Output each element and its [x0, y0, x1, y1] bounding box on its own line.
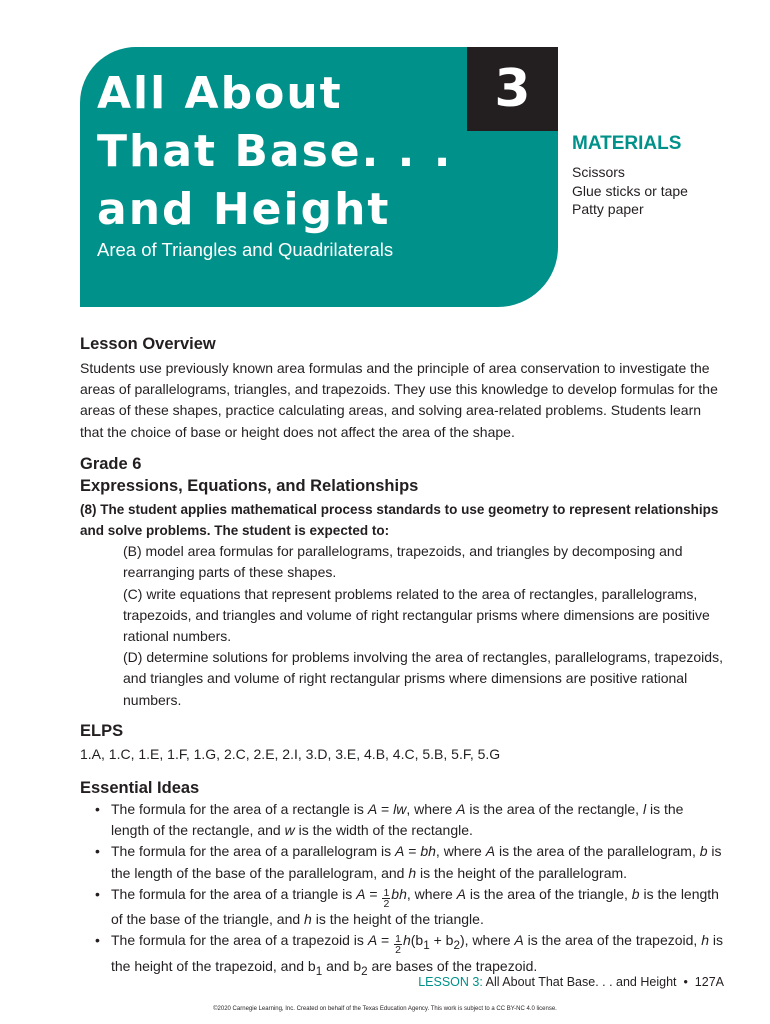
standard-item: (B) model area formulas for parallelograms, trapezoids, and triangles by decomposing and rearranging parts of these shapes. — [123, 543, 683, 581]
lesson-title-line-2: That Base. . . — [97, 126, 453, 177]
essential-ideas-section — [80, 777, 725, 982]
essential-ideas-list — [80, 799, 725, 982]
essential-idea-parallelogram: • The formula for the area of a parallelogram is A = bh, where A is the area of the parallelogram, b is the length of the base of the parallelogram, and h is the height of the parallelogram. — [95, 843, 722, 881]
essential-idea-triangle: • The formula for the area of a triangle is A = $\frac{1}{2}$ bh, where A is the area of the triangle, b is the length of the base of the triangle, and h is the height of the triangle. — [95, 885, 719, 927]
strand-heading: Expressions, Equations, and Relationships — [80, 476, 419, 495]
materials-heading: MATERIALS — [572, 133, 682, 154]
bullet-icon: • — [95, 801, 100, 818]
standard-intro: (8) The student applies mathematical process standards to use geometry to represent relationships and solve problems. The student is expected to: — [80, 501, 719, 539]
page-number: 127A — [694, 975, 724, 989]
standard-item: (D) determine solutions for problems involving the area of rectangles, parallelograms, trapezoids, and triangles and volume of right rectangular prisms where dimensions are positive rational numbers. — [123, 649, 723, 708]
lesson-title — [97, 65, 452, 239]
grade-heading: Grade 6 — [80, 454, 142, 473]
footer-lesson-title: All About That Base. . . and Height — [482, 975, 677, 989]
lesson-overview-text: Students use previously known area formulas and the principle of area conservation to investigate the areas of parallelograms, triangles, and trapezoids. They use this knowledge to develop formulas for the areas of these shapes, practice calculating areas, and solving area-related problems. Students learn that the choice of base or height does not affect the area of the shape. — [80, 360, 718, 440]
materials-item: Scissors — [572, 164, 625, 180]
bullet-icon: • — [95, 932, 100, 949]
footer-separator: • — [683, 975, 688, 989]
bullet-icon: • — [95, 885, 100, 902]
lesson-number-badge: 3 — [467, 47, 558, 131]
lesson-overview-heading: Lesson Overview — [80, 335, 216, 353]
footer-lesson-label: LESSON 3: — [418, 975, 483, 989]
copyright-notice: ©2020 Carnegie Learning, Inc. Created on behalf of the Texas Education Agency. This work is subject to a CC BY-NC 4.0 license. — [213, 1006, 557, 1012]
materials-item: Patty paper — [572, 201, 644, 217]
lesson-subtitle: Area of Triangles and Quadrilaterals — [97, 239, 394, 260]
page-footer — [418, 975, 724, 989]
materials-box — [572, 133, 688, 219]
elps-codes: 1.A, 1.C, 1.E, 1.F, 1.G, 2.C, 2.E, 2.I, 3.D, 3.E, 4.B, 4.C, 5.B, 5.F, 5.G — [80, 745, 501, 762]
materials-item: Glue sticks or tape — [572, 182, 688, 199]
lesson-overview-section — [80, 333, 725, 443]
standard-items — [80, 541, 725, 711]
lesson-content — [80, 333, 725, 982]
essential-idea-trapezoid: • The formula for the area of a trapezoid is A = $\frac{1}{2}$ $h(b_1 + b_2)$, where A is the area of the trapezoid, h is the height of the trapezoid, and $b_1$ and $b_2$ are bases of the trapezoid. — [95, 932, 723, 978]
elps-section — [80, 720, 725, 765]
standard-item: (C) write equations that represent problems related to the area of rectangles, parallelograms, trapezoids, and triangles and volume of right rectangular prisms where dimensions are positive rational numbers. — [123, 585, 710, 645]
materials-list — [572, 163, 688, 219]
essential-ideas-heading: Essential Ideas — [80, 779, 200, 798]
lesson-title-line-1: All About — [97, 68, 343, 119]
lesson-title-line-3: and Height — [97, 184, 391, 235]
bullet-icon: • — [95, 843, 100, 860]
essential-idea-rectangle: • The formula for the area of a rectangle is A = lw, where A is the area of the rectangle, l is the length of the rectangle, and w is the width of the rectangle. — [95, 801, 684, 839]
one-half-fraction: $\frac{1}{2}$ — [383, 886, 390, 910]
standards-section — [80, 453, 725, 711]
one-half-fraction: $\frac{1}{2}$ — [395, 933, 401, 957]
elps-heading: ELPS — [80, 721, 124, 740]
